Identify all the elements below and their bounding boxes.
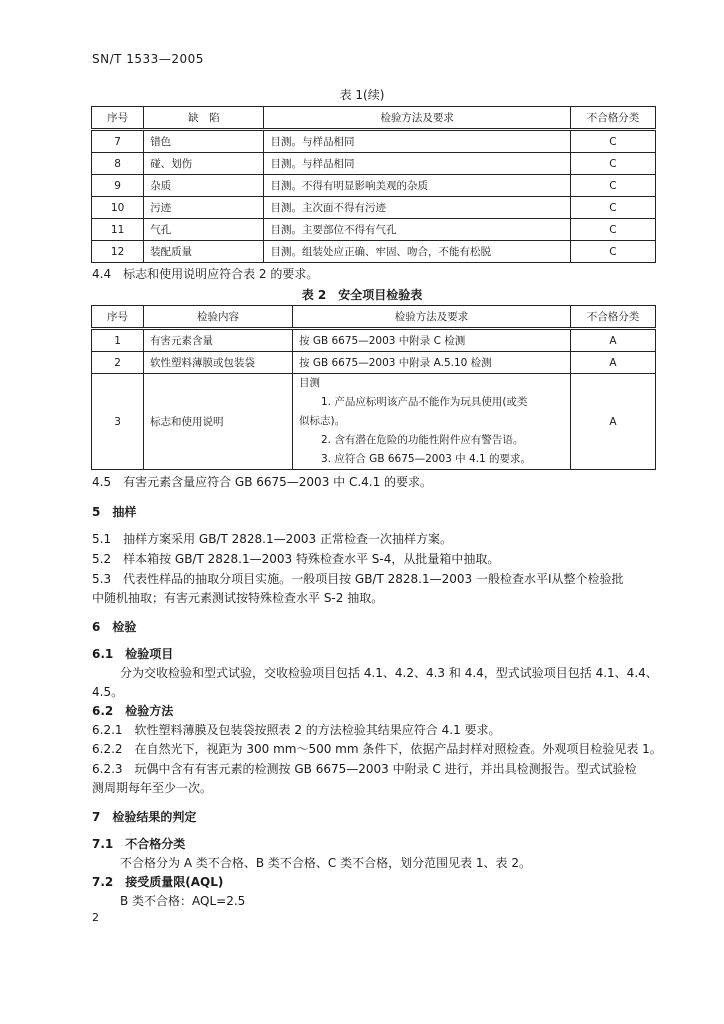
clause-6-1-heading: 6.1 检验项目 <box>92 647 174 661</box>
clause-6-1-text-cont: 4.5。 <box>92 685 124 699</box>
table-row <box>92 175 656 197</box>
table-cell: 错色 <box>144 130 264 153</box>
table2-header: 检验方法及要求 <box>292 306 570 329</box>
table-cell: 杂质 <box>144 175 264 197</box>
table-cell: 2 <box>92 352 144 374</box>
table-cell: 装配质量 <box>144 241 264 263</box>
table2-header: 序号 <box>92 306 144 329</box>
document-code: SN/T 1533—2005 <box>92 52 204 66</box>
table-row <box>92 130 656 153</box>
clause-5-3: 5.3 代表性样品的抽取分项目实施。一般项目按 GB/T 2828.1—2003 一般检查水平Ⅰ从整个检验批 <box>92 572 624 586</box>
table-cell: 目测。主要部位不得有气孔 <box>264 219 570 241</box>
table-cell: 11 <box>92 219 144 241</box>
clause-4-5: 4.5 有害元素含量应符合 GB 6675—2003 中 C.4.1 的要求。 <box>92 475 433 489</box>
table-cell: 有害元素含量 <box>144 329 293 352</box>
table-cell: 软性塑料薄膜或包装袋 <box>144 352 293 374</box>
method-line: 1. 产品应标明该产品不能作为玩具使用(或类 <box>320 396 528 408</box>
table-row <box>92 374 656 470</box>
table-cell: 7 <box>92 130 144 153</box>
table-cell: C <box>570 153 655 175</box>
table2-header-row <box>92 306 656 329</box>
table-cell: 12 <box>92 241 144 263</box>
table-cell: 污迹 <box>144 197 264 219</box>
table-cell: 目测。组装处应正确、牢固、吻合，不能有松脱 <box>264 241 570 263</box>
table-cell: 目测。与样品相同 <box>264 130 570 153</box>
table1-header: 序号 <box>92 107 144 130</box>
table-row <box>92 197 656 219</box>
table-row <box>92 219 656 241</box>
table2-header: 检验内容 <box>144 306 293 329</box>
clause-4-4: 4.4 标志和使用说明应符合表 2 的要求。 <box>92 267 319 281</box>
table-cell: A <box>570 329 655 352</box>
table1-caption: 表 1(续) <box>339 88 385 102</box>
table-cell: 1 <box>92 329 144 352</box>
section-6-heading: 6 检验 <box>92 620 137 634</box>
table-cell: C <box>570 130 655 153</box>
table-cell: 气孔 <box>144 219 264 241</box>
clause-6-2-heading: 6.2 检验方法 <box>92 704 174 718</box>
table-cell: C <box>570 197 655 219</box>
clause-6-2-3-cont: 测周期每年至少一次。 <box>92 781 213 795</box>
clause-5-2: 5.2 样本箱按 GB/T 2828.1—2003 特殊检查水平 S-4，从批量箱中抽取。 <box>92 552 500 566</box>
clause-6-2-3: 6.2.3 玩偶中含有有害元素的检测按 GB 6675—2003 中附录 C 进行，并出具检测报告。型式试验检 <box>92 762 637 776</box>
table-row <box>92 329 656 352</box>
section-5-heading: 5 抽样 <box>92 505 137 519</box>
page-number: 2 <box>92 911 99 924</box>
table1-header: 检验方法及要求 <box>264 107 570 130</box>
table-cell: 10 <box>92 197 144 219</box>
method-line: 似标志)。 <box>298 415 346 427</box>
table-row <box>92 352 656 374</box>
table2-caption: 表 2 安全项目检验表 <box>301 288 423 302</box>
method-line: 目测 <box>298 377 320 389</box>
clause-5-3-cont: 中随机抽取；有害元素测试按特殊检查水平 S-2 抽取。 <box>92 591 384 605</box>
table-cell: 9 <box>92 175 144 197</box>
table-cell: 3 <box>92 374 144 470</box>
clause-6-2-2: 6.2.2 在自然光下，视距为 300 mm～500 mm 条件下，依据产品封样对照检查。外观项目检验见表 1。 <box>92 742 662 756</box>
table-cell-method <box>292 374 570 470</box>
table-cell: A <box>570 374 655 470</box>
clause-7-1-text: 不合格分为 A 类不合格、B 类不合格、C 类不合格，划分范围见表 1、表 2。 <box>120 856 531 870</box>
clause-7-2-text: B 类不合格：AQL=2.5 <box>120 894 246 908</box>
table-cell: 8 <box>92 153 144 175</box>
clause-6-2-1: 6.2.1 软性塑料薄膜及包装袋按照表 2 的方法检验其结果应符合 4.1 要求。 <box>92 723 501 737</box>
table2-header: 不合格分类 <box>570 306 655 329</box>
table-cell: 碰、划伤 <box>144 153 264 175</box>
table-row <box>92 241 656 263</box>
table-cell: A <box>570 352 655 374</box>
table-cell: C <box>570 241 655 263</box>
method-line: 2. 含有潜在危险的功能性附件应有警告语。 <box>320 434 524 446</box>
table1-header-row <box>92 107 656 130</box>
table-cell: 按 GB 6675—2003 中附录 A.5.10 检测 <box>292 352 570 374</box>
table1-header: 不合格分类 <box>570 107 655 130</box>
table1-header: 缺 陷 <box>144 107 264 130</box>
table-cell: 标志和使用说明 <box>144 374 293 470</box>
clause-7-1-heading: 7.1 不合格分类 <box>92 837 186 851</box>
table-cell: C <box>570 175 655 197</box>
table2 <box>91 305 656 470</box>
table-cell: 按 GB 6675—2003 中附录 C 检测 <box>292 329 570 352</box>
table-cell: 目测。主次面不得有污迹 <box>264 197 570 219</box>
table-cell: 目测。不得有明显影响美观的杂质 <box>264 175 570 197</box>
clause-5-1: 5.1 抽样方案采用 GB/T 2828.1—2003 正常检查一次抽样方案。 <box>92 532 452 546</box>
clause-7-2-heading: 7.2 接受质量限(AQL) <box>92 875 224 889</box>
section-7-heading: 7 检验结果的判定 <box>92 810 197 824</box>
clause-6-1-text: 分为交收检验和型式试验，交收检验项目包括 4.1、4.2、4.3 和 4.4，型式试验项目包括 4.1、4.4、 <box>120 666 658 680</box>
table1 <box>91 106 656 263</box>
table-row <box>92 153 656 175</box>
table-cell: 目测。与样品相同 <box>264 153 570 175</box>
table-cell: C <box>570 219 655 241</box>
method-line: 3. 应符合 GB 6675—2003 中 4.1 的要求。 <box>320 453 532 465</box>
